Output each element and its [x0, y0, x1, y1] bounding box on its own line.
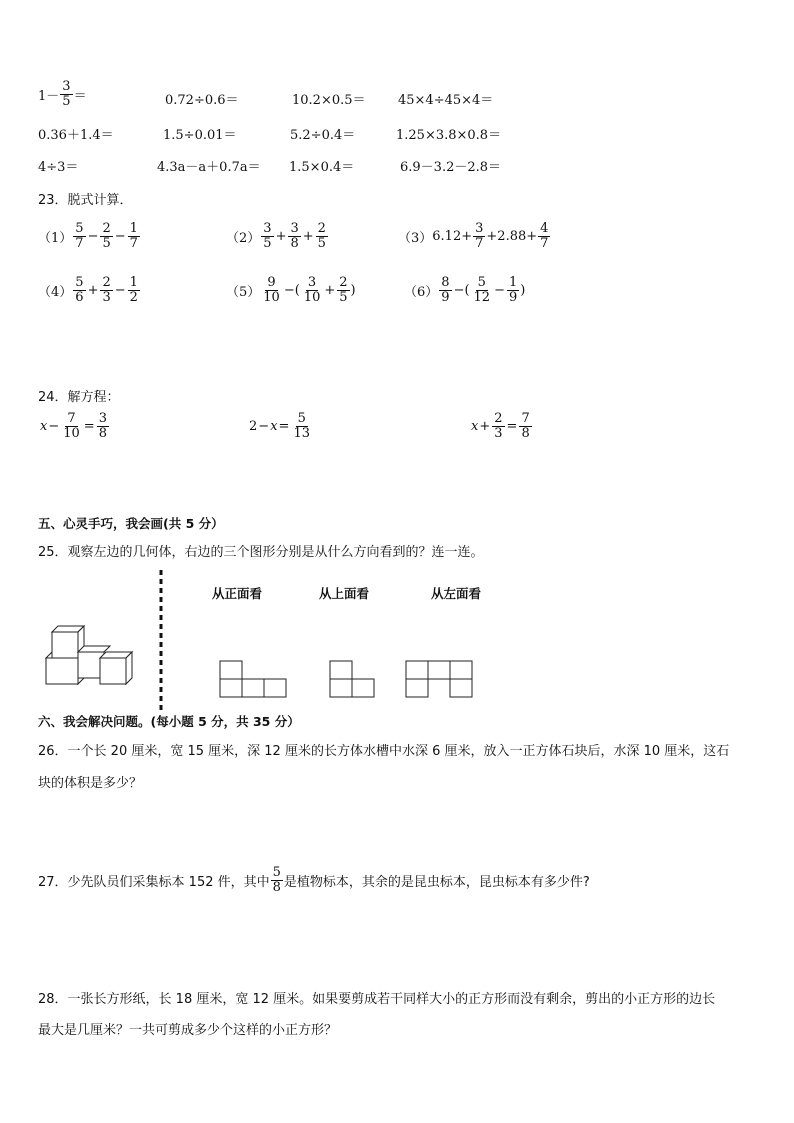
denominator: 7	[75, 235, 84, 251]
denominator: 9	[441, 289, 450, 305]
denominator: 7	[475, 235, 484, 251]
denominator: 12	[473, 289, 491, 305]
variable: x	[471, 418, 479, 434]
operator: −(	[283, 282, 300, 298]
denominator: 8	[98, 425, 107, 441]
variable: x	[270, 418, 278, 434]
operator: +	[275, 228, 287, 244]
denominator: 8	[521, 425, 530, 441]
denominator: 5	[62, 93, 71, 109]
operator: +	[324, 282, 336, 298]
fraction	[507, 276, 519, 304]
fraction	[473, 222, 485, 250]
operator: +	[87, 282, 99, 298]
fraction	[73, 276, 85, 304]
oral-r3c1: 4÷3＝	[38, 160, 79, 175]
view-grid-a	[219, 660, 289, 700]
view-grid-c	[405, 660, 475, 700]
denominator: 6	[75, 289, 84, 305]
cube-face	[100, 658, 126, 684]
grid-cell	[220, 661, 242, 679]
oral-r1c1	[38, 80, 87, 108]
fraction	[97, 412, 109, 440]
q26-line1: 26．一个长 20 厘米，宽 15 厘米，深 12 厘米的长方体水槽中水深 6 厘米，放入一正方体石块后，水深 10 厘米，这石	[38, 744, 730, 759]
operator: =	[83, 418, 95, 434]
numerator: 3	[475, 221, 484, 236]
section-5-title: 五、心灵手巧，我会画(共 5 分）	[38, 516, 224, 531]
q23-title: 23．脱式计算．	[38, 193, 133, 208]
operator: −	[258, 418, 270, 434]
numerator: 2	[317, 221, 326, 236]
numerator: 7	[67, 411, 76, 426]
numerator: 4	[540, 221, 549, 236]
fraction	[538, 222, 550, 250]
q28-line1: 28．一张长方形纸，长 18 厘米，宽 12 厘米。如果要剪成若干同样大小的正方形而没有剩余，剪出的小正方形的边长	[38, 992, 716, 1007]
q24-e2	[249, 412, 313, 440]
operator: −	[87, 228, 99, 244]
grid-cell	[428, 661, 450, 679]
expression-text: 2	[249, 418, 258, 434]
denominator: 5	[263, 235, 272, 251]
variable: x	[40, 418, 48, 434]
numerator: 5	[75, 221, 84, 236]
numerator: 3	[290, 221, 299, 236]
grid-cell	[450, 679, 472, 697]
operator: =	[278, 418, 290, 434]
q23-p5	[226, 276, 356, 304]
denominator: 5	[317, 235, 326, 251]
denominator: 8	[290, 235, 299, 251]
q26-line2: 块的体积是多少？	[38, 776, 143, 791]
grid-cell	[450, 661, 472, 679]
problem-label: （5）	[226, 284, 261, 300]
oral-r1c2: 0.72÷0.6＝	[165, 93, 239, 108]
oral-r2c3: 5.2÷0.4＝	[290, 128, 356, 143]
denominator: 10	[263, 289, 280, 305]
oral-r3c4: 6.9－3.2－2.8＝	[400, 160, 502, 175]
grid-cell	[352, 679, 374, 697]
oral-r1c4: 45×4÷45×4＝	[398, 93, 494, 108]
label-top-view: 从上面看	[319, 586, 370, 601]
operator: −	[114, 282, 126, 298]
q24-title: 24．解方程：	[38, 390, 120, 405]
problem-label: （4）	[38, 284, 73, 300]
q23-p4	[38, 276, 141, 304]
operator: −	[48, 418, 60, 434]
operator: +	[302, 228, 314, 244]
fraction	[100, 276, 112, 304]
cube-face	[126, 652, 132, 684]
fraction	[302, 276, 323, 304]
grid-cell	[220, 679, 242, 697]
label-left-view: 从左面看	[431, 586, 482, 601]
oral-r2c4: 1.25×3.8×0.8＝	[396, 128, 502, 143]
fraction	[271, 866, 283, 894]
denominator: 5	[339, 289, 348, 305]
operator: −	[114, 228, 126, 244]
numerator: 7	[521, 411, 530, 426]
denominator: 3	[102, 289, 111, 305]
numerator: 3	[98, 411, 107, 426]
cube-face	[78, 646, 110, 652]
oral-r2c1: 0.36＋1.4＝	[38, 128, 114, 143]
oral-r1c3: 10.2×0.5＝	[292, 93, 366, 108]
numerator: 5	[272, 865, 281, 880]
denominator: 2	[129, 289, 138, 305]
fraction	[60, 80, 72, 108]
grid-cell	[406, 679, 428, 697]
numerator: 1	[508, 275, 518, 290]
fraction	[100, 222, 112, 250]
fraction	[492, 412, 504, 440]
q23-p2	[226, 222, 329, 250]
oral-r3c2: 4.3a－a＋0.7a＝	[157, 160, 261, 175]
cube-face	[46, 658, 78, 684]
q23-p1	[38, 222, 141, 250]
grid-cell	[242, 679, 264, 697]
operator: −(	[453, 282, 470, 298]
denominator: 10	[63, 425, 80, 441]
3d-cube-solid	[40, 622, 144, 686]
fraction	[288, 222, 300, 250]
grid-cell	[406, 661, 428, 679]
numerator: 2	[339, 275, 348, 290]
operator: )	[350, 282, 356, 298]
q28-line2: 最大是几厘米？一共可剪成多少个这样的小正方形？	[38, 1023, 338, 1038]
denominator: 5	[102, 235, 111, 251]
denominator: 9	[508, 289, 518, 305]
numerator: 9	[267, 275, 276, 290]
q24-e1	[40, 412, 110, 440]
q24-e3	[471, 412, 533, 440]
question-text: 是植物标本，其余的是昆虫标本，昆虫标本有多少件?	[283, 874, 590, 890]
denominator: 8	[272, 879, 281, 895]
numerator: 1	[129, 221, 138, 236]
problem-label: （3）	[398, 230, 433, 246]
fraction	[472, 276, 493, 304]
grid-cell	[264, 679, 286, 697]
cube-face	[52, 632, 78, 658]
question-text: 27．少先队员们采集标本 152 件，其中	[38, 874, 270, 890]
cube-face	[46, 652, 52, 658]
oral-text: ＝	[73, 88, 87, 104]
numerator: 2	[102, 275, 111, 290]
grid-cell	[330, 679, 352, 697]
expression-text: +2.88+	[486, 228, 538, 244]
problem-label: （1）	[38, 230, 73, 246]
fraction	[439, 276, 451, 304]
fraction	[261, 276, 282, 304]
fraction	[73, 222, 85, 250]
fraction	[61, 412, 82, 440]
numerator: 2	[494, 411, 503, 426]
denominator: 7	[540, 235, 549, 251]
fraction	[261, 222, 273, 250]
operator: −	[494, 282, 505, 298]
q23-p6	[404, 276, 525, 304]
dashed-divider	[158, 570, 164, 710]
operator: +	[479, 418, 491, 434]
expression-text: 6.12+	[432, 228, 473, 244]
oral-text: 1－	[38, 88, 60, 104]
section-6-title: 六、我会解决问题。(每小题 5 分，共 35 分）	[38, 714, 300, 729]
oral-r3c3: 1.5×0.4＝	[289, 160, 355, 175]
q23-p3	[398, 222, 551, 250]
operator: =	[506, 418, 518, 434]
fraction	[316, 222, 328, 250]
problem-label: （2）	[226, 230, 261, 246]
fraction	[519, 412, 531, 440]
numerator: 5	[477, 275, 486, 290]
fraction	[337, 276, 349, 304]
numerator: 3	[263, 221, 272, 236]
fraction	[128, 222, 140, 250]
grid-cell	[330, 661, 352, 679]
oral-r2c2: 1.5÷0.01＝	[163, 128, 237, 143]
numerator: 1	[129, 275, 138, 290]
denominator: 3	[494, 425, 503, 441]
label-front-view: 从正面看	[212, 586, 263, 601]
numerator: 8	[441, 275, 450, 290]
numerator: 2	[102, 221, 111, 236]
denominator: 7	[129, 235, 138, 251]
numerator: 3	[62, 79, 71, 94]
fraction	[128, 276, 140, 304]
numerator: 3	[307, 275, 317, 290]
numerator: 5	[75, 275, 84, 290]
view-grid-b	[329, 660, 377, 700]
denominator: 10	[303, 289, 321, 305]
numerator: 5	[297, 411, 306, 426]
fraction	[291, 412, 312, 440]
denominator: 13	[293, 425, 310, 441]
operator: )	[520, 282, 526, 298]
q25-title: 25．观察左边的几何体，右边的三个图形分别是从什么方向看到的？连一连。	[38, 545, 484, 560]
problem-label: （6）	[404, 284, 439, 300]
q27	[38, 866, 590, 894]
